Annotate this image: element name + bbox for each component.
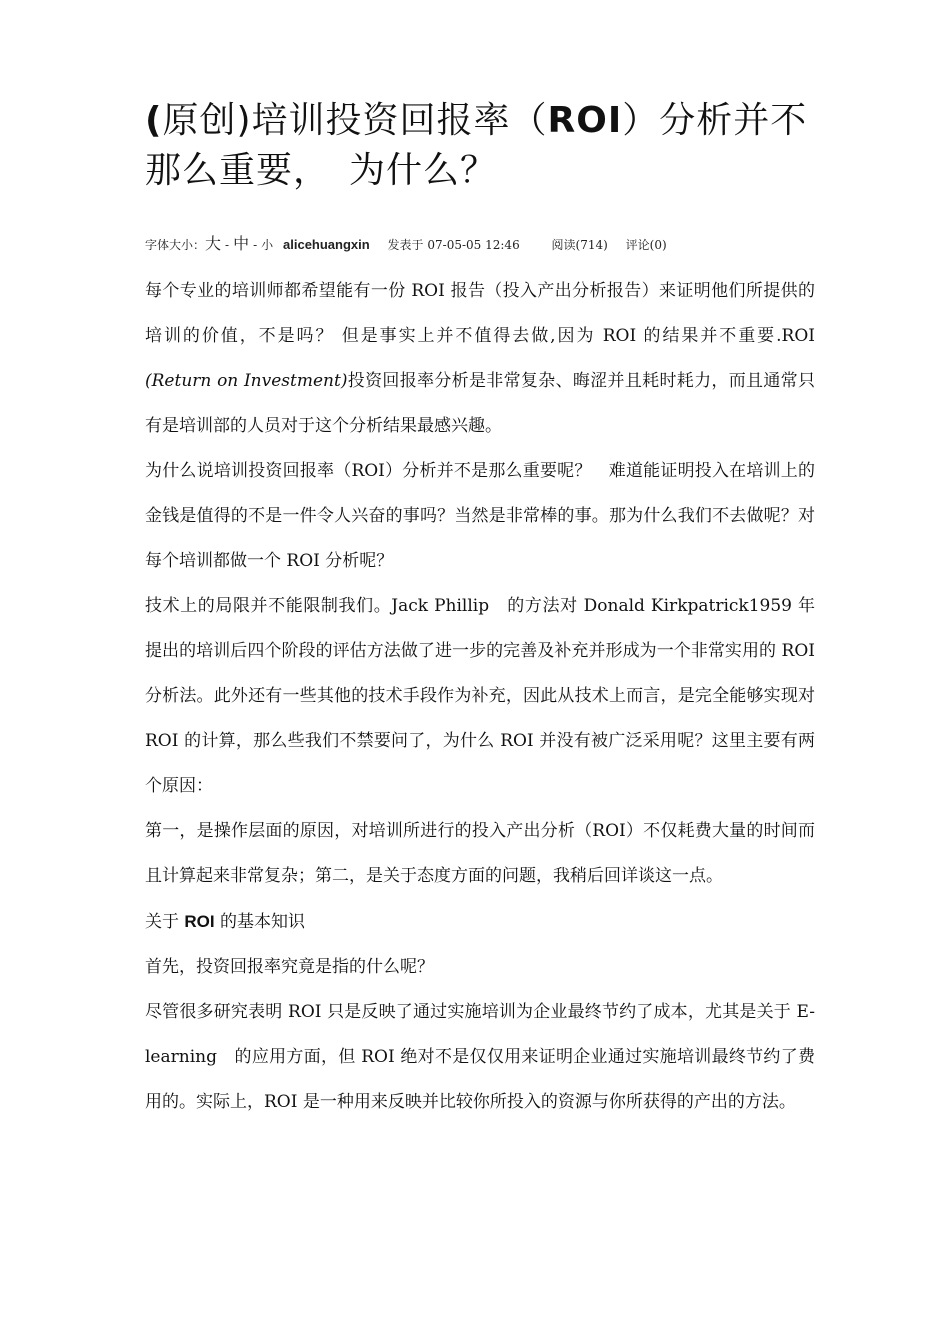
font-size-separator: - bbox=[253, 238, 258, 252]
section-heading-roi: ROI bbox=[184, 912, 215, 931]
title-original-tag: 原创) bbox=[162, 100, 252, 141]
section-heading bbox=[145, 899, 815, 945]
posted-label: 发表于 bbox=[387, 238, 424, 252]
paragraph-1 bbox=[145, 269, 815, 449]
paragraph-3: 技术上的局限并不能限制我们。Jack Phillip 的方法对 Donald Kirkpatrick1959 年提出的培训后四个阶段的评估方法做了进一步的完善及补充并形成为一个非常实用的 ROI 分析法。此外还有一些其他的技术手段作为补充，因此从技术上而言，是完全能够实现对 ROI 的计算，那么些我们不禁要问了，为什么 ROI 并没有被广泛采用呢？这里主要有两个原因： bbox=[145, 596, 815, 796]
posted-time: 07-05-05 12:46 bbox=[427, 238, 520, 252]
comment-count-link[interactable]: 评论(0) bbox=[625, 238, 667, 252]
author-link[interactable]: alicehuangxin bbox=[283, 237, 370, 252]
font-size-large-link[interactable]: 大 bbox=[205, 234, 222, 253]
font-size-small-link[interactable]: 小 bbox=[261, 238, 274, 252]
title-main: 培训投资回报率（ bbox=[251, 100, 548, 141]
paragraph-2: 为什么说培训投资回报率（ROI）分析并不是那么重要呢？ 难道能证明投入在培训上的金钱是值得的不是一件令人兴奋的事吗？当然是非常棒的事。那为什么我们不去做呢？对每个培训都做一个 ROI 分析呢？ bbox=[145, 461, 815, 571]
paragraph-1-text-cont: 投资回报率分析是非常复杂、晦涩并且耗时耗力，而且通常只有是培训部的人员对于这个分析结果最感兴趣。 bbox=[145, 371, 815, 436]
roi-english-term: (Return on Investment) bbox=[145, 371, 348, 391]
font-size-label: 字体大小： bbox=[145, 238, 206, 252]
paragraph-6: 首先，投资回报率究竟是指的什么呢？ bbox=[145, 957, 434, 977]
article-title bbox=[145, 96, 815, 196]
paragraph-7: 尽管很多研究表明 ROI 只是反映了通过实施培训为企业最终节约了成本，尤其是关于 E-learning 的应用方面，但 ROI 绝对不是仅仅用来证明企业通过实施培训最终节约了费用的。实际上，ROI 是一种用来反映并比较你所投入的资源与你所获得的产出的方法。 bbox=[145, 1002, 815, 1112]
article bbox=[145, 96, 815, 1125]
font-size-separator: - bbox=[225, 238, 230, 252]
section-heading-suffix: 的基本知识 bbox=[214, 912, 306, 932]
paragraph-4: 第一，是操作层面的原因，对培训所进行的投入产出分析（ROI）不仅耗费大量的时间而且计算起来非常复杂；第二，是关于态度方面的问题，我稍后回详谈这一点。 bbox=[145, 821, 815, 886]
read-count: 阅读(714) bbox=[551, 238, 608, 252]
article-meta bbox=[145, 234, 815, 255]
title-roi: ROI bbox=[547, 100, 623, 141]
font-size-medium-link[interactable]: 中 bbox=[233, 234, 250, 253]
title-prefix: ( bbox=[145, 100, 163, 141]
section-heading-prefix: 关于 bbox=[145, 912, 185, 932]
article-body bbox=[145, 269, 815, 1125]
paragraph-1-text: 每个专业的培训师都希望能有一份 ROI 报告（投入产出分析报告）来证明他们所提供的培训的价值，不是吗？ 但是事实上并不值得去做,因为 ROI 的结果并不重要.ROI bbox=[145, 281, 815, 346]
font-size-switcher bbox=[205, 234, 273, 253]
title-rest: ）分析并不那么重要， 为什么？ bbox=[145, 100, 808, 191]
